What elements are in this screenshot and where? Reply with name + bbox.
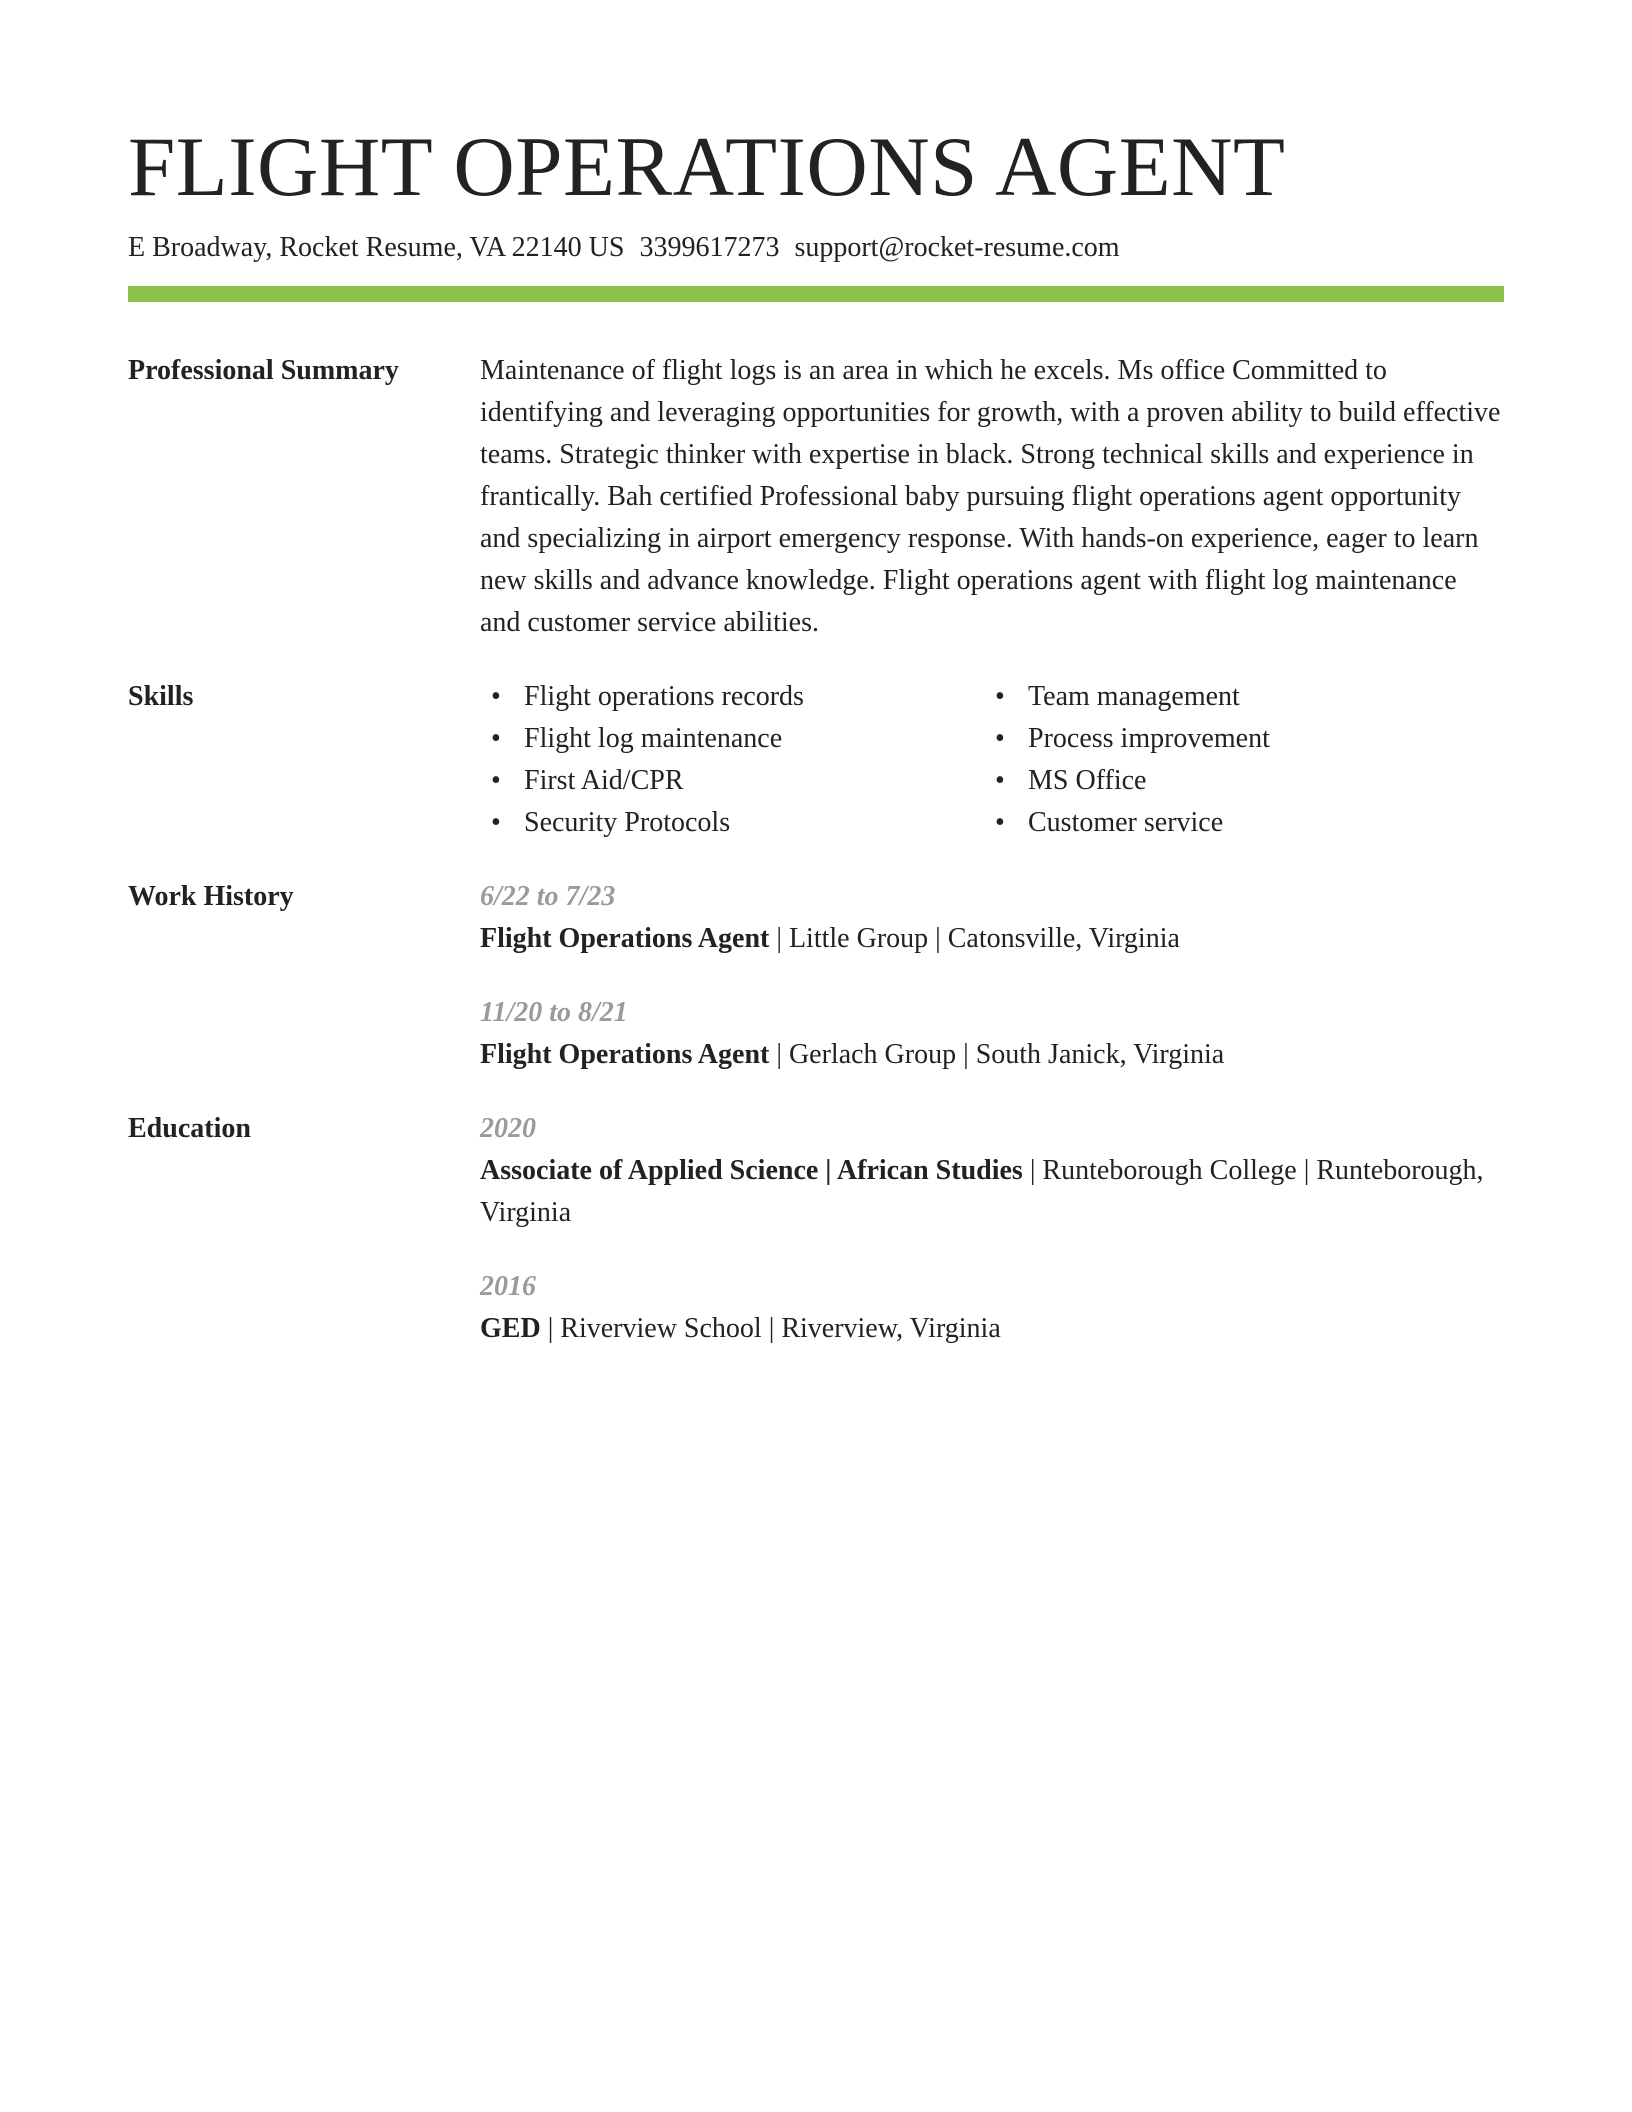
skill-item: • MS Office [984,760,1488,802]
job-title: Flight Operations Agent [480,1039,770,1070]
skill-item: • Process improvement [984,718,1488,760]
school-info: | Riverview School | Riverview, Virginia [540,1313,1001,1344]
job-employer: | Little Group | Catonsville, Virginia [769,923,1180,954]
skill-item: • Team management [984,676,1488,718]
education-details [480,1150,1504,1234]
accent-divider [128,286,1504,302]
work-entry [480,992,1504,1076]
degree-title: GED [480,1313,541,1344]
work-date: 6/22 to 7/23 [480,881,616,912]
candidate-name: FLIGHT OPERATIONS AGENT [128,120,1286,214]
work-details [480,918,1504,960]
resume-page [128,112,1504,1350]
work-details [480,1034,1504,1076]
summary-section [128,350,1504,644]
skills-list-left [480,676,984,844]
education-date: 2016 [480,1271,536,1302]
work-history-label: Work History [128,881,294,912]
work-date: 11/20 to 8/21 [480,997,628,1028]
education-entry [480,1266,1504,1350]
education-date: 2020 [480,1113,536,1144]
work-history-section [128,876,1504,1076]
bullet-icon: • [995,681,1005,712]
bullet-icon: • [995,807,1005,838]
summary-label: Professional Summary [128,355,399,386]
contact-line [128,228,1504,268]
bullet-icon: • [491,807,501,838]
skills-columns [480,676,1504,844]
education-label: Education [128,1113,251,1144]
skills-label: Skills [128,681,194,712]
email: support@rocket-resume.com [794,232,1120,263]
education-entry [480,1108,1504,1234]
school-info: | Runteborough College | Runteborough, Virginia [480,1155,1484,1228]
skills-section [128,676,1504,844]
summary-text: Maintenance of flight logs is an area in which he excels. Ms office Committed to identifying and leveraging opportunities for growth, with a proven ability to build effective teams. Strategic thinker with expertise in black. Strong technical skills and experience in frantically. Bah certified Professional baby pursuing flight operations agent opportunity and specializing in airport emergency response. With hands-on experience, eager to learn new skills and advance knowledge. Flight operations agent with flight log maintenance and customer service abilities. [480,355,1501,638]
skill-item: • Flight log maintenance [480,718,984,760]
address: E Broadway, Rocket Resume, VA 22140 US [128,232,625,263]
skill-item: • Security Protocols [480,802,984,844]
bullet-icon: • [995,723,1005,754]
skill-item: • First Aid/CPR [480,760,984,802]
degree-title: Associate of Applied Science | African Studies [480,1155,1023,1186]
phone: 3399617273 [639,232,780,263]
bullet-icon: • [491,723,501,754]
education-entries [480,1108,1504,1350]
work-entry [480,876,1504,960]
skill-item: • Flight operations records [480,676,984,718]
education-details [480,1308,1504,1350]
bullet-icon: • [491,681,501,712]
bullet-icon: • [491,765,501,796]
job-title: Flight Operations Agent [480,923,770,954]
skills-list-right [984,676,1488,844]
skill-item: • Customer service [984,802,1488,844]
bullet-icon: • [995,765,1005,796]
education-section [128,1108,1504,1350]
work-history-entries [480,876,1504,1076]
job-employer: | Gerlach Group | South Janick, Virginia [769,1039,1225,1070]
